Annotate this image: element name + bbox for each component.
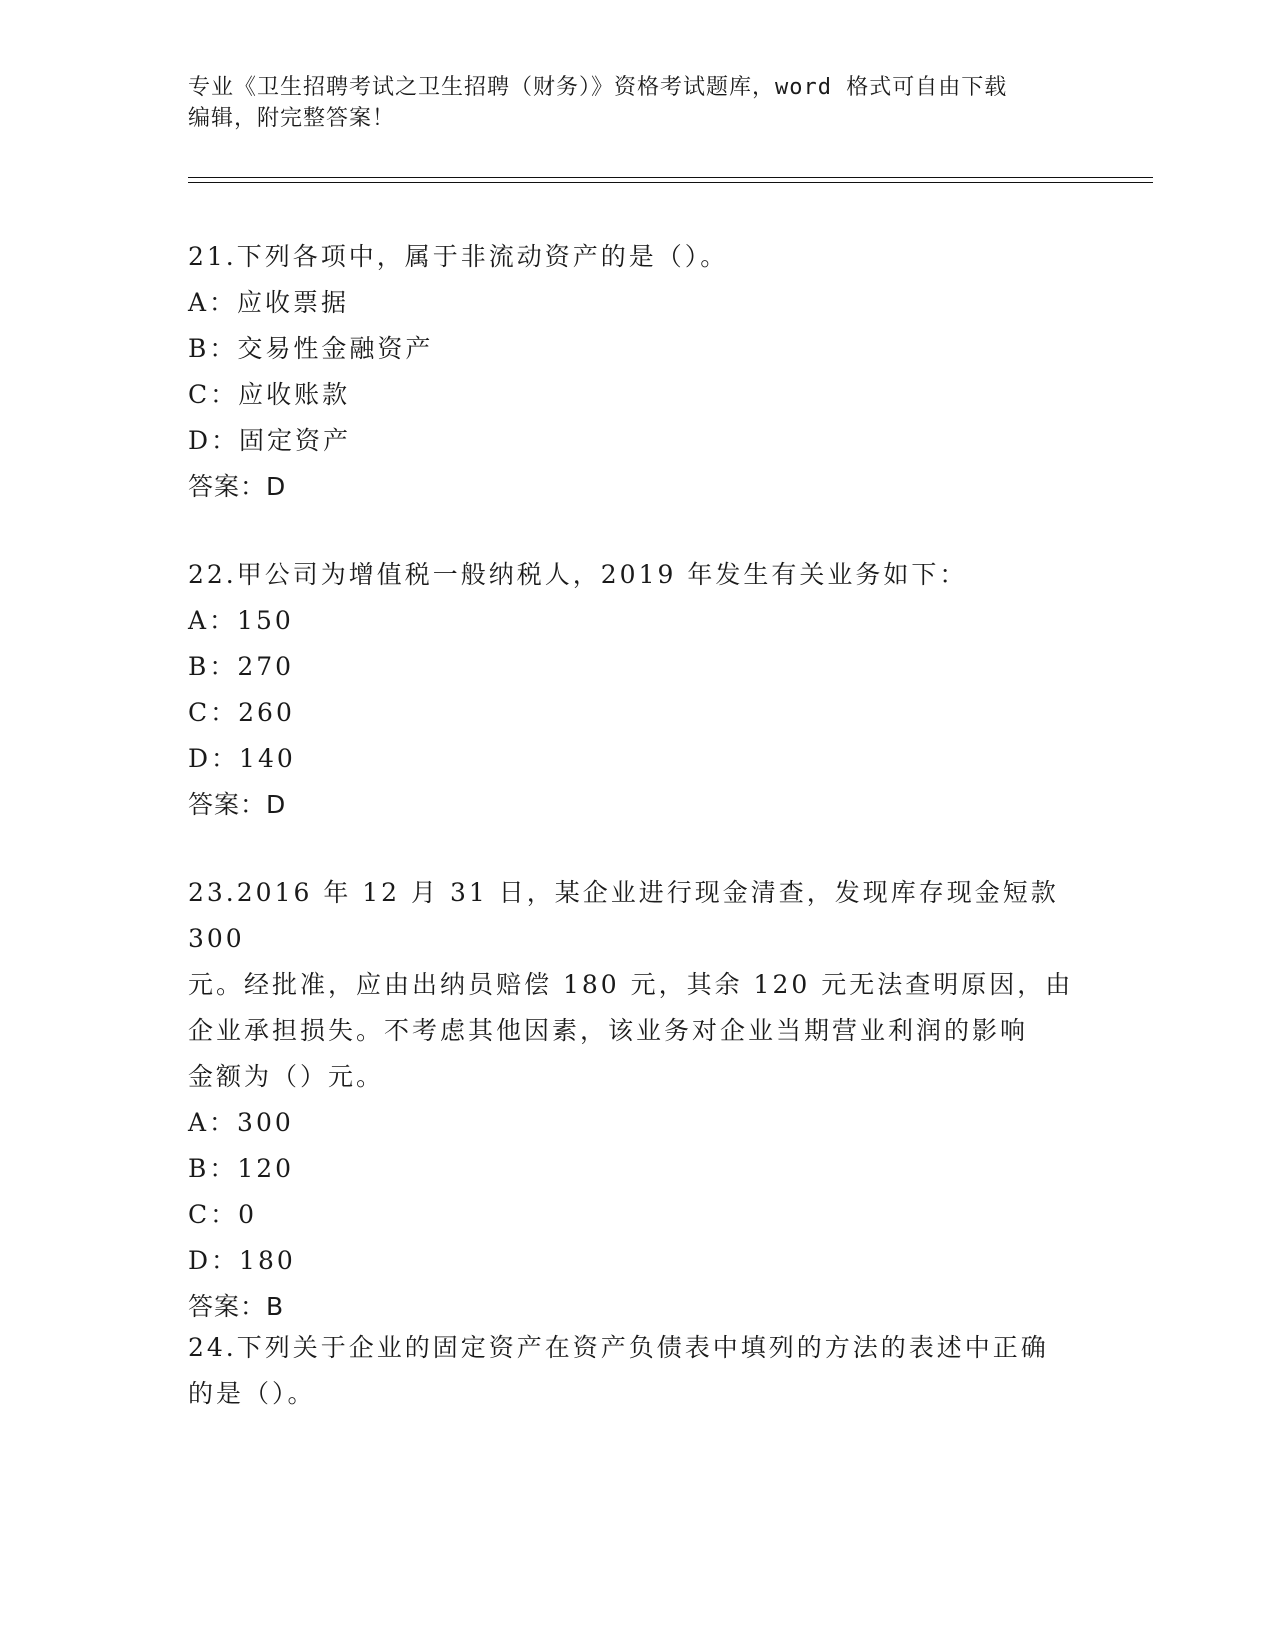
option-d: D：固定资产 (188, 426, 352, 455)
answer: 答案：B (188, 1292, 285, 1321)
question-stem-line-1: 23.2016 年 12 月 31 日，某企业进行现金清查，发现库存现金短款 300 (188, 878, 1059, 953)
option-b: B：交易性金融资产 (188, 334, 434, 363)
option-c: C：0 (188, 1200, 258, 1229)
question-21 (188, 234, 1088, 510)
question-stem-line-1: 24.下列关于企业的固定资产在资产负债表中填列的方法的表述中正确 (188, 1333, 1049, 1362)
option-c: C：260 (188, 698, 295, 727)
question-24 (188, 1325, 1088, 1417)
question-stem-line-3: 企业承担损失。不考虑其他因素，该业务对企业当期营业利润的影响 (188, 1016, 1029, 1045)
document-header (188, 72, 1068, 134)
answer: 答案：D (188, 790, 287, 819)
question-stem-line-2: 的是（）。 (188, 1379, 316, 1408)
option-a: A：300 (188, 1108, 294, 1137)
question-stem-line-4: 金额为（）元。 (188, 1062, 385, 1091)
question-23 (188, 870, 1088, 1330)
option-b: B：120 (188, 1154, 295, 1183)
question-stem: 22.甲公司为增值税一般纳税人，2019 年发生有关业务如下： (188, 560, 968, 589)
option-a: A：应收票据 (188, 288, 350, 317)
question-stem-line-2: 元。经批准，应由出纳员赔偿 180 元，其余 120 元无法查明原因，由 (188, 970, 1074, 999)
answer: 答案：D (188, 472, 287, 501)
option-b: B：270 (188, 652, 295, 681)
option-a: A：150 (188, 606, 294, 635)
option-c: C：应收账款 (188, 380, 351, 409)
header-line-2: 编辑，附完整答案！ (188, 106, 396, 131)
option-d: D：180 (188, 1246, 296, 1275)
header-divider-bottom (188, 182, 1153, 183)
header-divider-top (188, 177, 1153, 178)
header-line-1: 专业《卫生招聘考试之卫生招聘（财务）》资格考试题库，word 格式可自由下载 (188, 75, 1008, 100)
question-22 (188, 552, 1088, 828)
question-stem: 21.下列各项中，属于非流动资产的是（）。 (188, 242, 729, 271)
option-d: D：140 (188, 744, 296, 773)
